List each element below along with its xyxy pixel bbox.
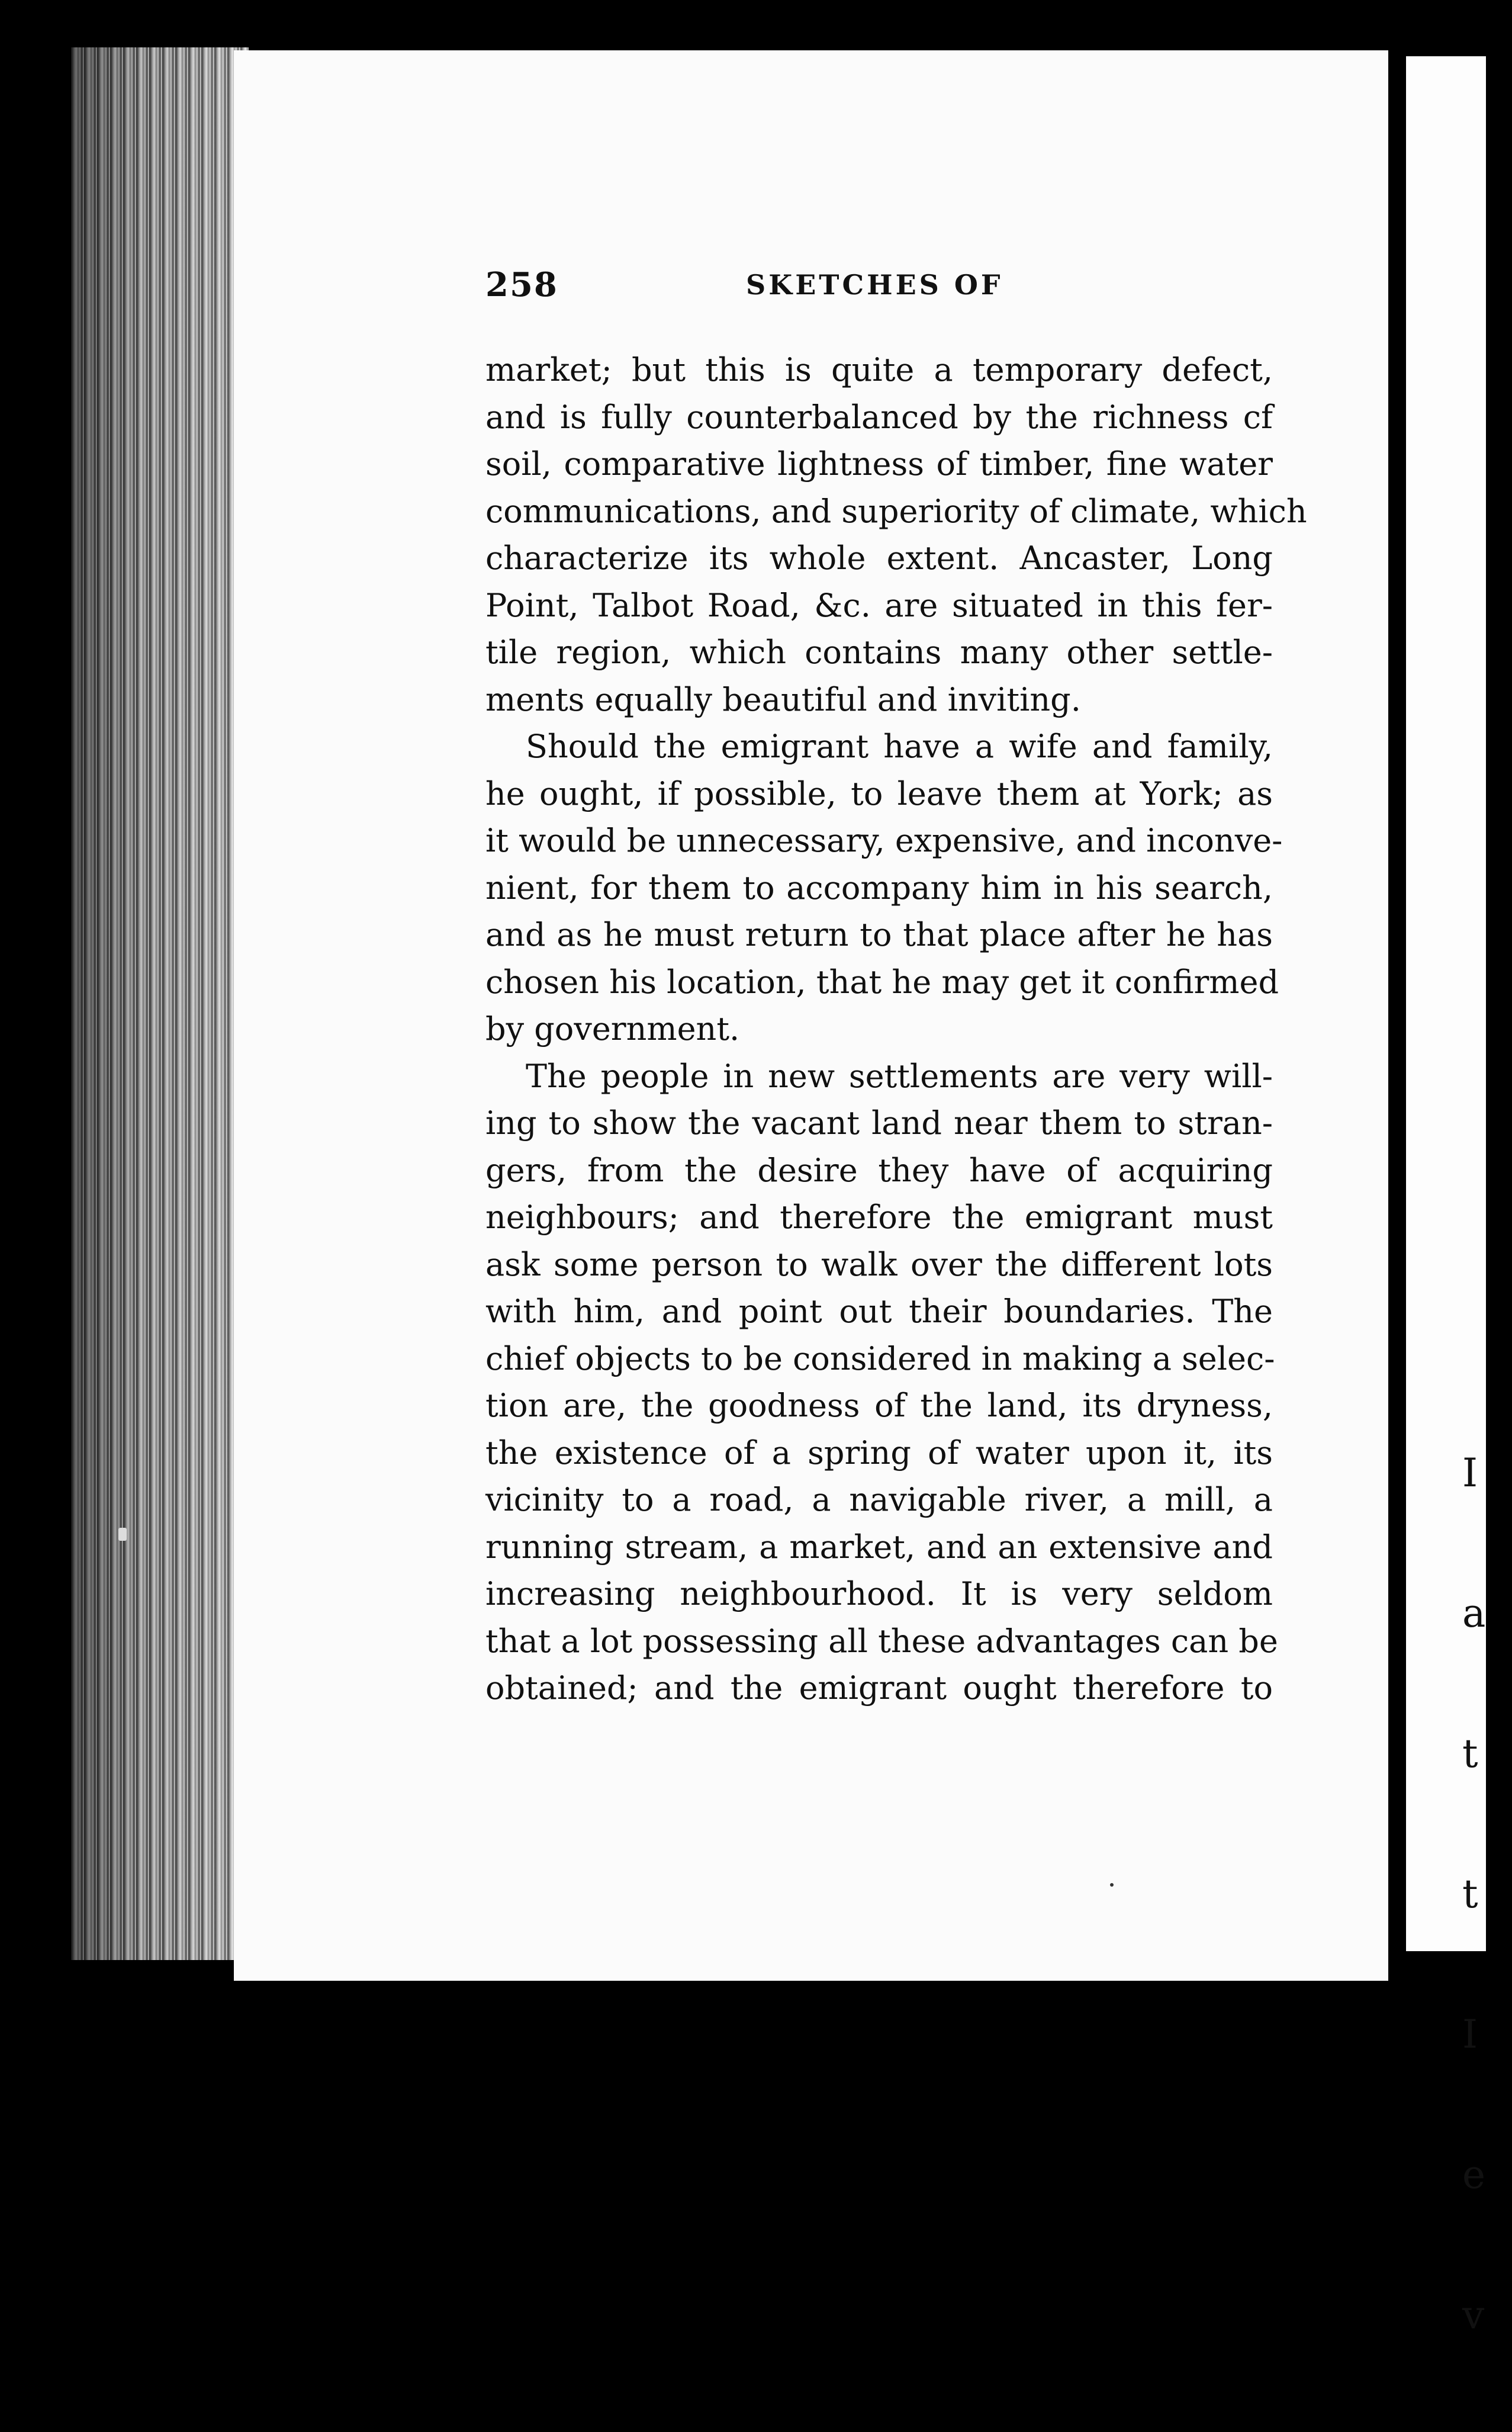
body-text	[485, 346, 1307, 1712]
facing-fragment: I	[1462, 2012, 1478, 2057]
facing-fragment: I	[1462, 1450, 1478, 1496]
text-line: neighbours; and therefore the emigrant must	[485, 1199, 1273, 1236]
text-line: and as he must return to that place after he has	[485, 916, 1273, 953]
facing-fragment: t	[1462, 1871, 1478, 1917]
text-line: tion are, the goodness of the land, its dryness,	[485, 1387, 1273, 1424]
text-line: characterize its whole extent. Ancaster, Long	[485, 539, 1273, 577]
page-header	[485, 265, 1273, 313]
text-line: it would be unnecessary, expensive, and inconve-	[485, 822, 1283, 859]
facing-fragment: t	[1462, 1731, 1478, 1776]
text-line: The people in new settlements are very will-	[526, 1057, 1273, 1095]
running-head: SKETCHES OF	[746, 269, 1003, 301]
text-line: and is fully counterbalanced by the richness cf	[485, 398, 1273, 436]
text-line: Point, Talbot Road, &c. are situated in this fer-	[485, 586, 1273, 624]
text-line: chief objects to be considered in making a selec-	[485, 1339, 1275, 1377]
text-line: increasing neighbourhood. It is very seldom	[485, 1575, 1273, 1612]
print-speck	[1110, 1883, 1114, 1887]
text-line: soil, comparative lightness of timber, fine water	[485, 445, 1273, 483]
text-line: ing to show the vacant land near them to stran-	[485, 1104, 1273, 1142]
text-line: with him, and point out their boundaries. The	[485, 1293, 1273, 1330]
text-line: he ought, if possible, to leave them at York; as	[485, 775, 1273, 812]
facing-fragment: a	[1462, 1591, 1486, 1636]
text-line: tile region, which contains many other settle-	[485, 634, 1273, 671]
text-line: obtained; and the emigrant ought therefore to	[485, 1669, 1273, 1707]
text-line: communications, and superiority of climate, which	[485, 492, 1307, 530]
text-line: Should the emigrant have a wife and family,	[526, 728, 1273, 765]
page-edges	[71, 47, 249, 1960]
text-line: ask some person to walk over the different lots	[485, 1245, 1273, 1283]
print-speck	[118, 1528, 127, 1541]
text-line: chosen his location, that he may get it confirmed	[485, 963, 1279, 1001]
text-line: gers, from the desire they have of acquiring	[485, 1151, 1273, 1189]
facing-page-text-fragments	[1462, 1356, 1486, 2432]
facing-fragment: v	[1462, 2292, 1485, 2338]
text-line: running stream, a market, and an extensive and	[485, 1528, 1273, 1566]
text-line: that a lot possessing all these advantages can be	[485, 1622, 1278, 1660]
text-line: ments equally beautiful and inviting.	[485, 680, 1081, 718]
text-line: vicinity to a road, a navigable river, a mill, a	[485, 1481, 1273, 1518]
text-line: market; but this is quite a temporary defect,	[485, 351, 1273, 388]
text-line: by government.	[485, 1010, 740, 1048]
facing-fragment: e	[1462, 2152, 1486, 2198]
page-number: 258	[485, 265, 558, 304]
text-line: the existence of a spring of water upon it, its	[485, 1434, 1273, 1472]
text-line: nient, for them to accompany him in his search,	[485, 869, 1273, 907]
